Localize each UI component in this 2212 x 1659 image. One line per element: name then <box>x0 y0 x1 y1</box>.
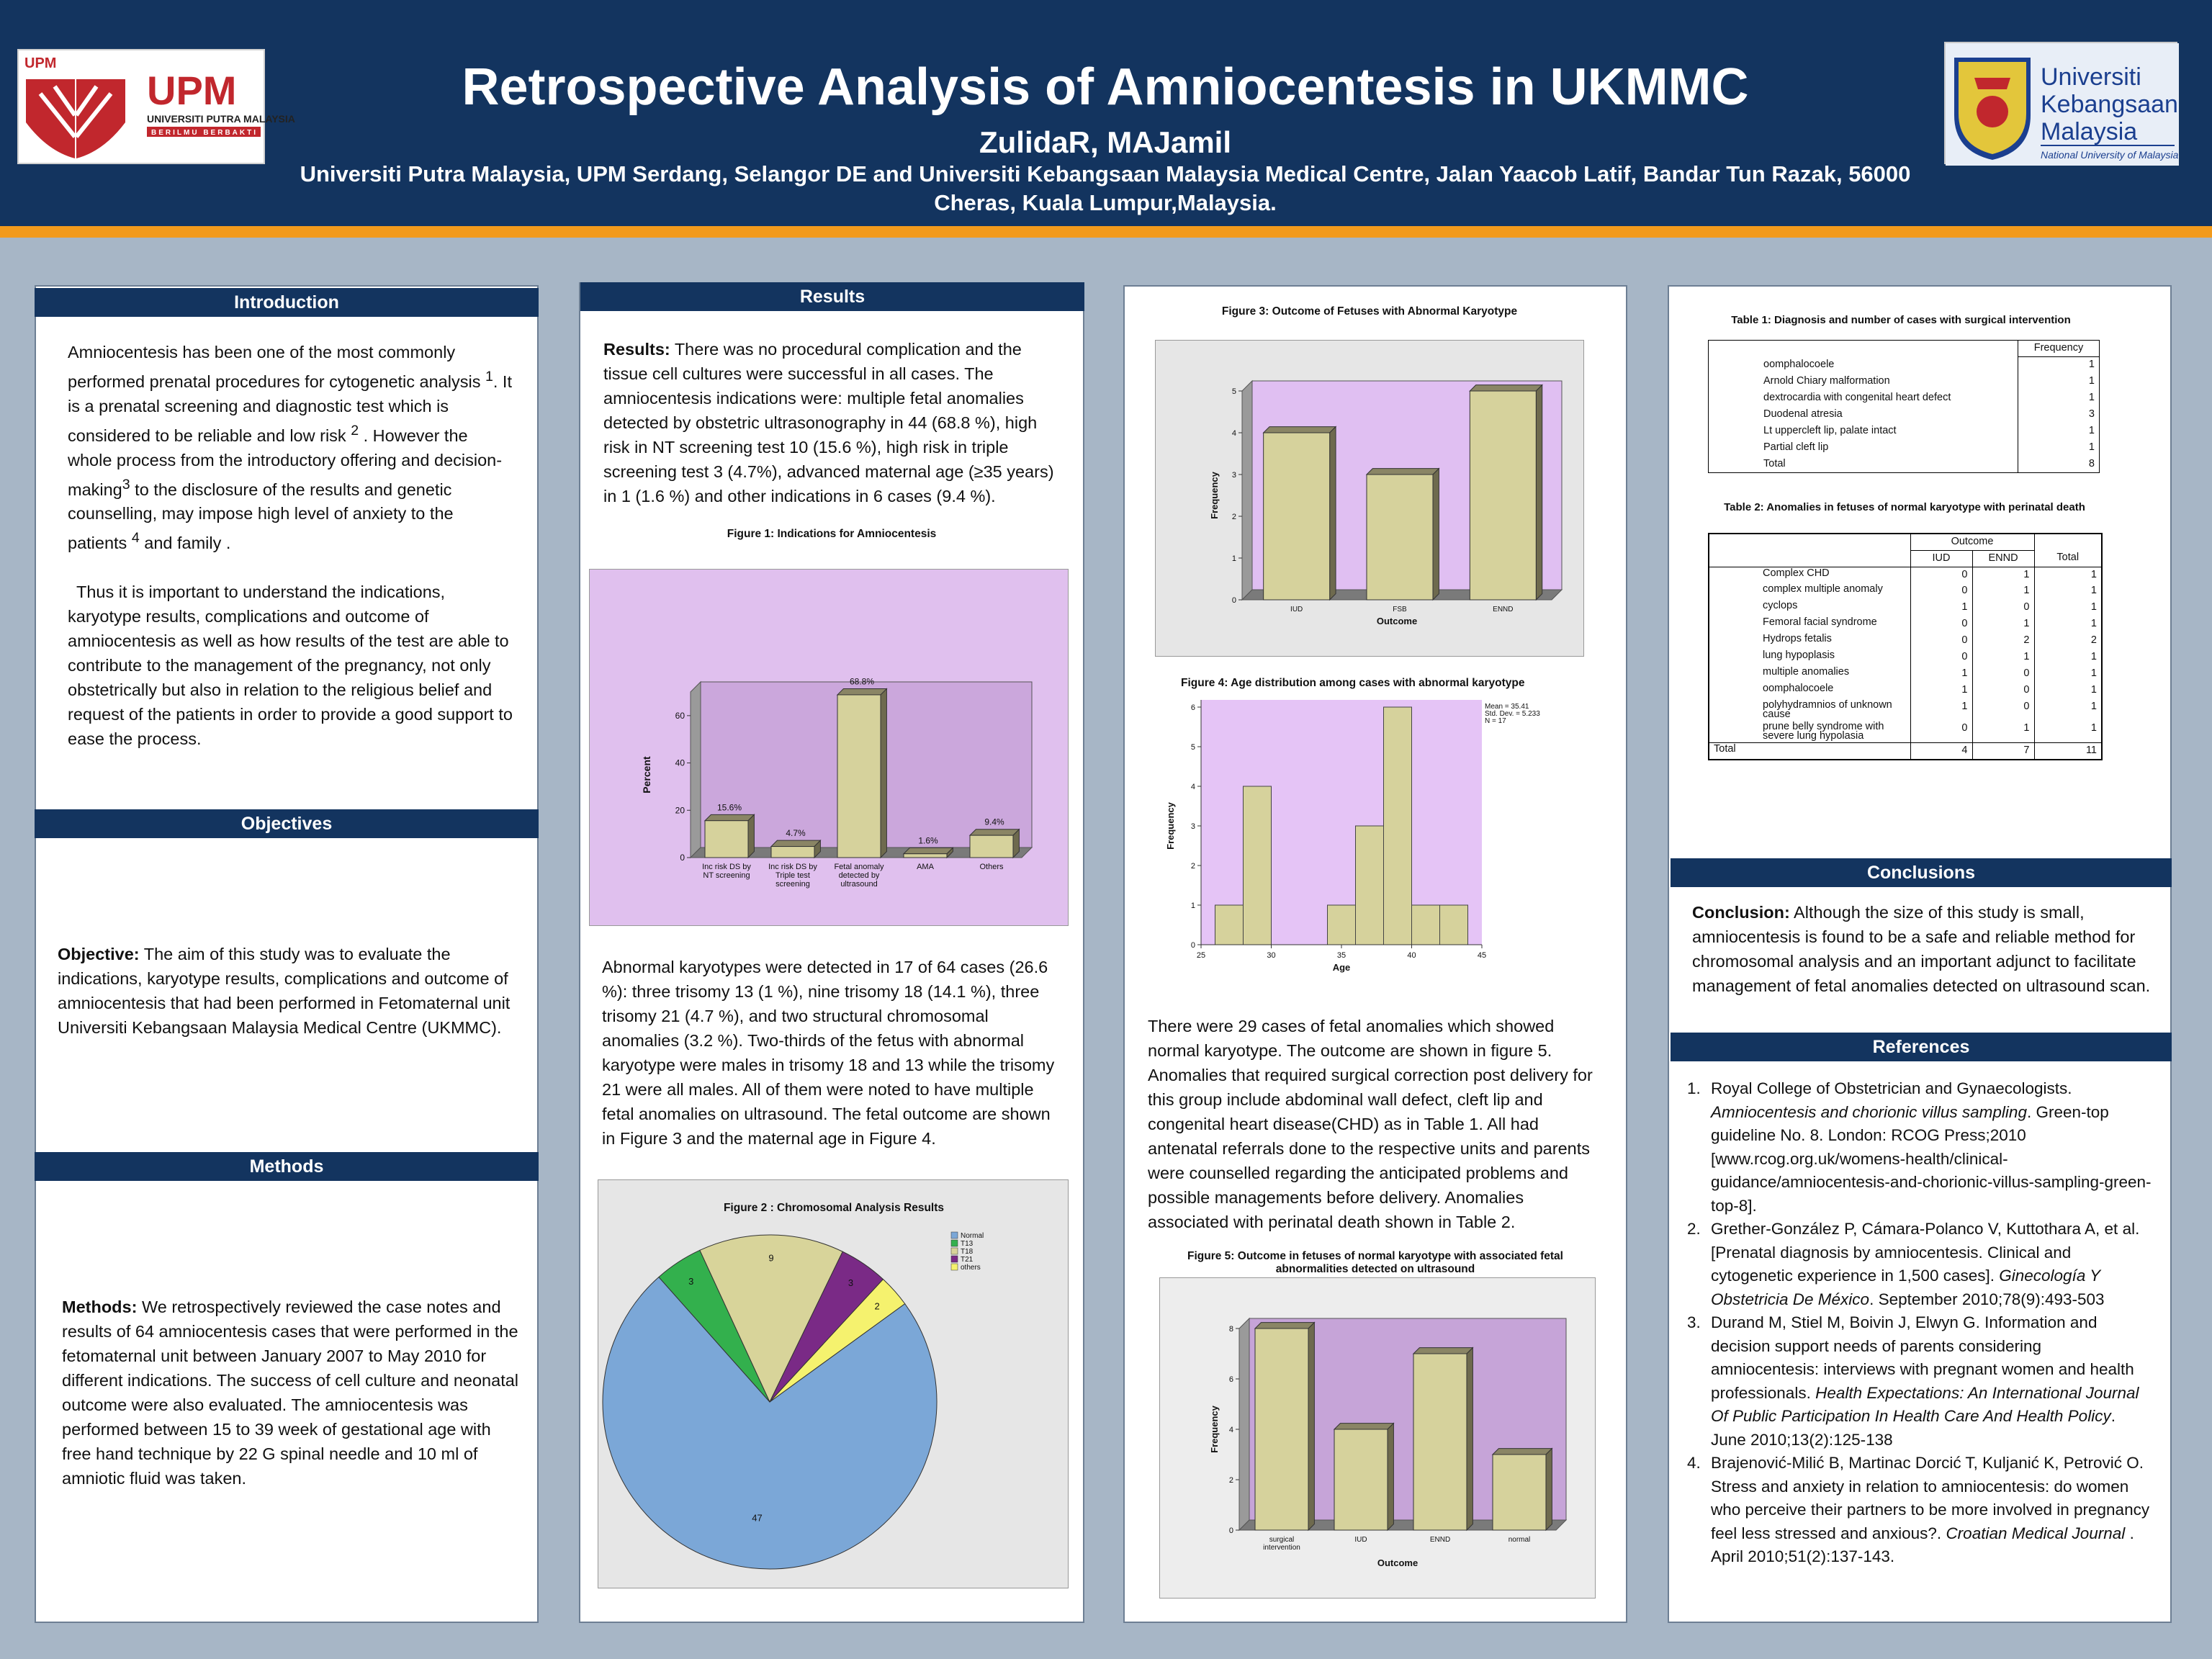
figure-4-title: Figure 4: Age distribution among cases with abnormal karyotype <box>1181 677 1525 689</box>
table-2-row <box>1709 699 2102 721</box>
table-2-count: 1 <box>2090 667 2097 679</box>
introduction-text <box>68 340 514 751</box>
table-2-count: 1 <box>2090 601 2097 613</box>
figure-3-chart <box>1156 341 1585 657</box>
figure-4-panel <box>1158 691 1619 974</box>
bar-side <box>748 814 754 858</box>
table-2-count: 2 <box>1972 633 2034 649</box>
x-tick-label: Inc risk DS by <box>702 863 751 871</box>
table-1-frequency: 1 <box>2088 374 2095 387</box>
table-2-anomaly: multiple anomalies <box>1709 666 1910 683</box>
x-tick-label: 35 <box>1336 951 1346 960</box>
x-tick-label: 30 <box>1267 951 1276 960</box>
table-2-anomaly: complex multiple anomaly <box>1709 583 1910 600</box>
x-tick-label: Others <box>979 863 1004 871</box>
legend-label: T13 <box>961 1240 974 1248</box>
table-1-row <box>1709 423 2100 440</box>
x-tick-label: ENND <box>1493 606 1514 613</box>
table-2 <box>1708 533 2103 760</box>
table-1-title: Table 1: Diagnosis and number of cases with surgical intervention <box>1731 314 2071 326</box>
table-2-anomaly: Total <box>1709 743 1910 760</box>
table-2-count: 1 <box>1972 721 2034 743</box>
bar-side <box>1433 469 1439 600</box>
table-1-diagnosis: Duodenal atresia <box>1709 407 2018 423</box>
table-2-count: 1 <box>2090 585 2097 596</box>
bar-top <box>771 840 820 846</box>
y-tick-label: 0 <box>680 853 685 863</box>
y-axis-label: Frequency <box>1165 802 1176 850</box>
bar <box>1413 1354 1467 1530</box>
bar <box>1470 391 1536 600</box>
table-2-iud-header: IUD <box>1910 550 1972 567</box>
introduction-heading: Introduction <box>35 288 539 317</box>
bar-side <box>1330 427 1336 600</box>
bar <box>904 854 947 858</box>
x-tick-label: screening <box>775 880 810 889</box>
y-tick-label: 3 <box>1190 822 1195 831</box>
ukm-logo-graphic <box>1946 43 2179 166</box>
x-tick-label: normal <box>1508 1536 1531 1544</box>
table-2-outcome-header: Outcome <box>1910 534 2034 550</box>
figure-1-panel <box>589 569 1069 926</box>
bar-data-label: 15.6% <box>716 802 742 813</box>
bar <box>1493 1455 1546 1530</box>
table-2-count: 1 <box>2090 722 2097 734</box>
legend-swatch <box>951 1264 958 1270</box>
y-tick-label: 6 <box>1190 703 1195 712</box>
table-1-row <box>1709 440 2100 457</box>
table-2-header-row-1 <box>1709 534 2102 550</box>
methods-heading: Methods <box>35 1152 539 1181</box>
x-tick-label: FSB <box>1393 606 1407 613</box>
table-2-count: 4 <box>1910 743 1972 760</box>
table-2-row <box>1709 583 2102 600</box>
upm-logo <box>17 49 295 164</box>
table-2-row <box>1709 649 2102 666</box>
legend-label: others <box>961 1264 981 1272</box>
table-2-row <box>1709 600 2102 616</box>
bar-top <box>970 830 1019 835</box>
table-1-row <box>1709 407 2100 423</box>
bar <box>771 847 814 858</box>
figure-5-title: Figure 5: Outcome in fetuses of normal karyotype with associated fetal abnormalities detected on ultrasound <box>1187 1250 1563 1275</box>
bar-top <box>1264 427 1336 433</box>
table-2-anomaly: Hydrops fetalis <box>1709 633 1910 649</box>
results-p3: There were 29 cases of fetal anomalies which showed normal karyotype. The outcome are shown in figure 5. Anomalies that required surgical correction post delivery for this group include abdominal wall defect, cleft lip and congenital heart disease(CHD) as in Table 1. All had antenatal referrals done to the respective units and parents were counselled regarding the anticipated problems and possible managements before delivery. Anomalies associated with perinatal death shown in Table 2. <box>1148 1017 1593 1231</box>
y-tick-label: 2 <box>1190 862 1195 871</box>
table-2-count: 0 <box>1972 683 2034 699</box>
bar-top <box>837 689 886 695</box>
x-axis-label: Outcome <box>1377 1557 1419 1568</box>
table-1-header: Frequency <box>2018 341 2100 357</box>
figure-3-panel <box>1155 340 1584 657</box>
y-tick-label: 4 <box>1190 783 1195 791</box>
upm-logo-graphic <box>19 50 295 166</box>
table-2-count: 0 <box>1910 649 1972 666</box>
table-2-count: 1 <box>1972 616 2034 633</box>
reference-1: 1. Royal College of Obstetrician and Gynaecologists. Amniocentesis and chorionic villus sampling. Green-top guideline No. 8. London: RCOG Press;2010 [www.rcog.org.uk/womens-health/clinical-guidance/amniocentesis-and-chorionic-villus-sampling-green-top-8]. <box>1705 1077 2153 1218</box>
upm-logo-mark: UPM <box>24 55 57 71</box>
bar-side <box>881 689 886 858</box>
y-tick-label: 1 <box>1190 902 1195 910</box>
table-2-count: 1 <box>1910 699 1972 721</box>
table-2-count: 11 <box>2085 745 2097 756</box>
table-1-row <box>1709 390 2100 407</box>
y-tick-label: 6 <box>1228 1375 1233 1384</box>
table-2-anomaly: Femoral facial syndrome <box>1709 616 1910 633</box>
x-axis-label: Age <box>1332 962 1351 973</box>
figure-2-panel <box>598 1179 1069 1588</box>
x-tick-label: Inc risk DS by <box>768 863 817 871</box>
chart-side-wall <box>691 682 701 858</box>
y-tick-label: 8 <box>1228 1325 1233 1334</box>
table-2-count: 1 <box>2090 701 2097 712</box>
figure-4-chart <box>1158 691 1619 974</box>
bar-top <box>904 848 953 853</box>
table-2-anomaly: lung hypoplasis <box>1709 649 1910 666</box>
histogram-bar <box>1215 905 1244 945</box>
table-2-count: 0 <box>1972 600 2034 616</box>
y-axis-label: Percent <box>641 756 652 793</box>
histogram-bar <box>1412 905 1440 945</box>
pie-data-label: 9 <box>768 1252 774 1264</box>
legend-swatch <box>951 1248 958 1254</box>
table-2-anomaly: cyclops <box>1709 600 1910 616</box>
legend-swatch <box>951 1240 958 1246</box>
x-tick-label: Fetal anomaly <box>834 863 884 871</box>
table-2-anomaly: oomphalocoele <box>1709 683 1910 699</box>
figure-5-panel <box>1159 1277 1596 1599</box>
results-heading: Results <box>580 282 1084 311</box>
bar-data-label: 4.7% <box>786 828 806 839</box>
upm-logo-university: UNIVERSITI PUTRA MALAYSIA <box>147 113 295 125</box>
y-tick-label: 4 <box>1228 1426 1233 1434</box>
figure-3-title: Figure 3: Outcome of Fetuses with Abnormal Karyotype <box>1221 305 1518 318</box>
table-1-diagnosis: Partial cleft lip <box>1709 440 2018 457</box>
y-tick-label: 60 <box>675 710 685 721</box>
table-1 <box>1708 340 2100 473</box>
pie-data-label: 3 <box>688 1276 694 1287</box>
y-tick-label: 0 <box>1190 941 1195 950</box>
table-1-frequency: 1 <box>2088 391 2095 403</box>
bar-side <box>1388 1424 1393 1530</box>
table-2-count: 1 <box>2090 651 2097 662</box>
y-tick-label: 2 <box>1228 1476 1233 1485</box>
reference-4: 4. Brajenović-Milić B, Martinac Dorcić T, Kuljanić K, Petrović O. Stress and anxiety in relation to amniocentesis: do women who perceive their partners to be more involved in pregnancy feel less stressed and anxious?. Croatian Medical Journal . April 2010;51(2):137-143. <box>1705 1452 2153 1569</box>
table-2-count: 1 <box>1910 600 1972 616</box>
table-1-row <box>1709 374 2100 390</box>
table-2-count: 1 <box>1972 583 2034 600</box>
y-tick-label: 1 <box>1231 554 1236 563</box>
table-1-frequency: 8 <box>2088 457 2095 469</box>
ukm-logo-subtitle: National University of Malaysia <box>2041 149 2179 161</box>
table-2-count: 2 <box>2090 634 2097 646</box>
table-2-count: 0 <box>1910 721 1972 743</box>
legend-swatch <box>951 1232 958 1238</box>
results-p2: Abnormal karyotypes were detected in 17 of 64 cases (26.6 %): three trisomy 13 (1 %), nine trisomy 18 (14.1 %), three trisomy 21 (4.7 %), and two structural chromosomal anomalies (3.2 %). Two-thirds of the fetus with abnormal karyotype were males in trisomy 18 and 13 while the trisomy 21 were all males. All of them were noted to have multiple fetal anomalies on ultrasound. The fetal outcome are shown in Figure 3 and the maternal age in Figure 4. <box>602 958 1055 1148</box>
table-2-row <box>1709 567 2102 583</box>
bar-data-label: 9.4% <box>984 817 1004 827</box>
chart-side-wall <box>1242 381 1252 600</box>
histogram-stat: Std. Dev. = 5.233 <box>1485 710 1540 718</box>
poster-affiliation <box>266 160 1944 217</box>
table-2-count: 1 <box>2090 684 2097 696</box>
table-1-frequency: 1 <box>2088 359 2095 370</box>
histogram-bar <box>1244 786 1272 945</box>
figure-2-chart <box>598 1180 1069 1589</box>
figure-2-title: Figure 2 : Chromosomal Analysis Results <box>723 1202 945 1214</box>
objectives-heading: Objectives <box>35 809 539 838</box>
bar <box>1367 475 1433 600</box>
bar-side <box>1536 385 1542 600</box>
table-1-frequency: 3 <box>2088 408 2095 420</box>
introduction-p2: Thus it is important to understand the indications, karyotype results, complications and outcome of amniocentesis as well as how results of the test are able to contribute to the management of the pregnancy, not only obstetrically but also in relation to the religious belief and request of the patients in order to provide a good support to ease the process. <box>68 583 513 749</box>
figure-1-title: Figure 1: Indications for Amniocentesis <box>727 528 937 540</box>
table-1-diagnosis: dextrocardia with congenital heart defect <box>1709 390 2018 407</box>
x-tick-label: 45 <box>1477 951 1487 960</box>
conclusions-text: Conclusion: Although the size of this study is small, amniocentesis is found to be a safe and reliable method for chromosomal analysis and an important adjunct to facilitate management of fetal anomalies detected on ultrasound scan. <box>1692 903 2151 995</box>
x-tick-label: AMA <box>917 863 934 871</box>
table-1-diagnosis: oomphalocoele <box>1709 357 2018 374</box>
legend-swatch <box>951 1256 958 1262</box>
y-tick-label: 0 <box>1228 1527 1233 1535</box>
x-tick-label: Triple test <box>775 871 810 880</box>
bar <box>1255 1328 1308 1530</box>
references-list <box>1678 1077 2153 1569</box>
histogram-stat: N = 17 <box>1485 717 1506 725</box>
bar-top <box>1255 1323 1314 1328</box>
table-2-row <box>1709 721 2102 743</box>
table-2-title: Table 2: Anomalies in fetuses of normal karyotype with perinatal death <box>1724 501 2085 513</box>
x-tick-label: ENND <box>1429 1536 1451 1544</box>
bar <box>1264 433 1330 600</box>
table-2-count: 1 <box>2090 618 2097 629</box>
table-1-diagnosis: Arnold Chiary malformation <box>1709 374 2018 390</box>
table-2-count: 1 <box>1910 666 1972 683</box>
y-tick-label: 20 <box>675 805 685 816</box>
affiliation-line-2: Cheras, Kuala Lumpur,Malaysia. <box>934 190 1277 215</box>
ukm-logo <box>1944 42 2177 164</box>
x-tick-label: ultrasound <box>840 880 878 889</box>
table-2-header-row-2 <box>1709 550 2102 567</box>
ukm-logo-line3: Malaysia <box>2041 118 2138 145</box>
references-heading: References <box>1671 1033 2172 1061</box>
upm-logo-name: UPM <box>147 68 237 113</box>
x-tick-label: IUD <box>1354 1536 1367 1544</box>
poster-title: Retrospective Analysis of Amniocentesis in UKMMC <box>462 58 1749 116</box>
bar-data-label: 68.8% <box>849 676 875 687</box>
table-1-row <box>1709 457 2100 473</box>
table-1-header-row <box>1709 341 2100 357</box>
y-axis-label: Frequency <box>1209 472 1220 519</box>
table-2-count: 0 <box>1910 567 1972 583</box>
histogram-bar <box>1440 905 1468 945</box>
table-2-count: 0 <box>1910 616 1972 633</box>
bar <box>837 695 881 858</box>
x-tick-label: detected by <box>838 871 880 880</box>
table-2-anomaly: polyhydramnios of unknown cause <box>1709 699 1910 721</box>
y-tick-label: 3 <box>1231 471 1236 480</box>
table-2-ennd-header: ENND <box>1972 550 2034 567</box>
conclusions-heading: Conclusions <box>1671 858 2172 887</box>
histogram-bar <box>1356 826 1384 945</box>
bar-top <box>705 814 754 820</box>
bar-side <box>1546 1449 1552 1530</box>
table-2-count: 0 <box>1910 633 1972 649</box>
bar-side <box>1467 1348 1473 1530</box>
y-axis-label: Frequency <box>1209 1406 1220 1453</box>
bar-top <box>1470 385 1542 391</box>
poster-header <box>0 0 2212 238</box>
bar-top <box>1334 1424 1393 1429</box>
table-2-row <box>1709 616 2102 633</box>
table-2-row <box>1709 666 2102 683</box>
introduction-p1: Amniocentesis has been one of the most commonly performed prenatal procedures for cytogenetic analysis $^1$. It is a prenatal screening and diagnostic test which is considered to be reliable and low risk $^2$ . However the whole process from the introductory offering and decision-making$^3$ to the disclosure of the results and genetic counselling, may impose high level of anxiety to the patients $^4$ and family . <box>68 343 512 553</box>
upm-logo-motto: BERILMU BERBAKTI <box>151 129 258 137</box>
table-1-row <box>1709 357 2100 374</box>
table-1-frequency: 1 <box>2088 441 2095 453</box>
table-1-frequency: 1 <box>2088 424 2095 436</box>
table-1-diagnosis: Total <box>1709 457 2018 473</box>
table-1-diagnosis: Lt uppercleft lip, palate intact <box>1709 423 2018 440</box>
reference-2: 2. Grether-González P, Cámara-Polanco V, Kuttothara A, et al. [Prenatal diagnosis by amniocentesis. Clinical and cytogenetic experience in 1,500 cases]. Ginecología Y Obstetricia De México. September 2010;78(9):493-503 <box>1705 1218 2153 1311</box>
ukm-logo-line2: Kebangsaan <box>2041 91 2178 118</box>
table-2-count: 7 <box>1972 743 2034 760</box>
x-axis-label: Outcome <box>1376 616 1418 626</box>
bar-top <box>1493 1449 1552 1455</box>
y-tick-label: 0 <box>1231 596 1236 605</box>
bar-side <box>1308 1323 1314 1530</box>
table-2-row <box>1709 683 2102 699</box>
x-tick-label: NT screening <box>703 871 750 880</box>
bar <box>705 821 748 858</box>
legend-label: T18 <box>961 1248 974 1256</box>
histogram-stat: Mean = 35.41 <box>1485 703 1529 711</box>
results-p1: Results: There was no procedural complication and the tissue cell cultures were successful in all cases. The amniocentesis indications were: multiple fetal anomalies detected by obstetric ultrasonography in 44 (68.8 %), high risk in NT screening test 10 (15.6 %), high risk in triple screening test 3 (4.7%), advanced maternal age (≥35 years) in 1 (1.6 %) and other indications in 6 cases (9.4 %). <box>603 340 1054 505</box>
table-2-count: 1 <box>1972 649 2034 666</box>
x-tick-label: 25 <box>1196 951 1206 960</box>
bar-top <box>1367 469 1439 475</box>
pie-data-label: 3 <box>848 1277 854 1289</box>
figure-1-chart <box>590 570 1069 927</box>
table-2-count: 1 <box>1910 683 1972 699</box>
table-2-total-header: Total <box>2056 552 2080 563</box>
y-tick-label: 5 <box>1231 387 1236 396</box>
bar <box>1334 1429 1388 1530</box>
x-tick-label: IUD <box>1290 606 1303 613</box>
affiliation-line-1: Universiti Putra Malaysia, UPM Serdang, Selangor DE and Universiti Kebangsaan Malaysia Medical Centre, Jalan Yaacob Latif, Bandar Tun Razak, 56000 <box>300 161 1911 186</box>
table-2-count: 0 <box>1972 666 2034 683</box>
table-2-count: 0 <box>1910 583 1972 600</box>
pie-data-label: 2 <box>874 1300 880 1312</box>
x-tick-label: 40 <box>1407 951 1416 960</box>
objectives-text: Objective: The aim of this study was to evaluate the indications, karyotype results, complications and outcome of amniocentesis that had been performed in Fetomaternal unit Universiti Kebangsaan Malaysia Medical Centre (UKMMC). <box>58 945 511 1037</box>
ukm-logo-line1: Universiti <box>2041 63 2141 91</box>
bar-top <box>1413 1348 1473 1354</box>
chart-side-wall <box>1239 1318 1249 1530</box>
bar-data-label: 1.6% <box>918 835 938 846</box>
legend-label: T21 <box>961 1256 974 1264</box>
poster-authors: ZulidaR, MAJamil <box>979 125 1232 159</box>
pie-data-label: 47 <box>752 1512 763 1524</box>
figure-5-chart <box>1160 1278 1596 1599</box>
bar <box>970 835 1013 858</box>
x-tick-label: surgical <box>1269 1536 1295 1544</box>
table-2-row <box>1709 633 2102 649</box>
table-2-count: 1 <box>2090 568 2097 580</box>
table-2-count: 0 <box>1972 699 2034 721</box>
legend-label: Normal <box>961 1232 984 1240</box>
table-2-total-row <box>1709 743 2102 760</box>
x-tick-label: intervention <box>1263 1544 1300 1552</box>
table-2-count: 1 <box>1972 567 2034 583</box>
y-tick-label: 4 <box>1231 429 1236 438</box>
histogram-bar <box>1384 707 1412 945</box>
reference-3: 3. Durand M, Stiel M, Boivin J, Elwyn G. Information and decision support needs of parents considering amniocentesis: interviews with pregnant women and health professionals. Health Expectations: An International Journal Of Public Participation In Health Care And Health Policy. June 2010;13(2):125-138 <box>1705 1311 2153 1452</box>
table-2-anomaly: Complex CHD <box>1709 567 1910 583</box>
methods-text: Methods: We retrospectively reviewed the case notes and results of 64 amniocentesis cases that were performed in the fetomaternal unit between January 2007 to May 2010 for different indications. The success of cell culture and neonatal outcome were also evaluated. The amniocentesis was performed between 15 to 39 week of gestational age with free hand technique by 22 G spinal needle and 10 ml of amniotic fluid was taken. <box>62 1298 519 1488</box>
y-tick-label: 2 <box>1231 513 1236 521</box>
y-tick-label: 40 <box>675 757 685 768</box>
y-tick-label: 5 <box>1190 743 1195 752</box>
histogram-bar <box>1328 905 1356 945</box>
table-2-anomaly: prune belly syndrome with severe lung hypolasia <box>1709 721 1910 743</box>
